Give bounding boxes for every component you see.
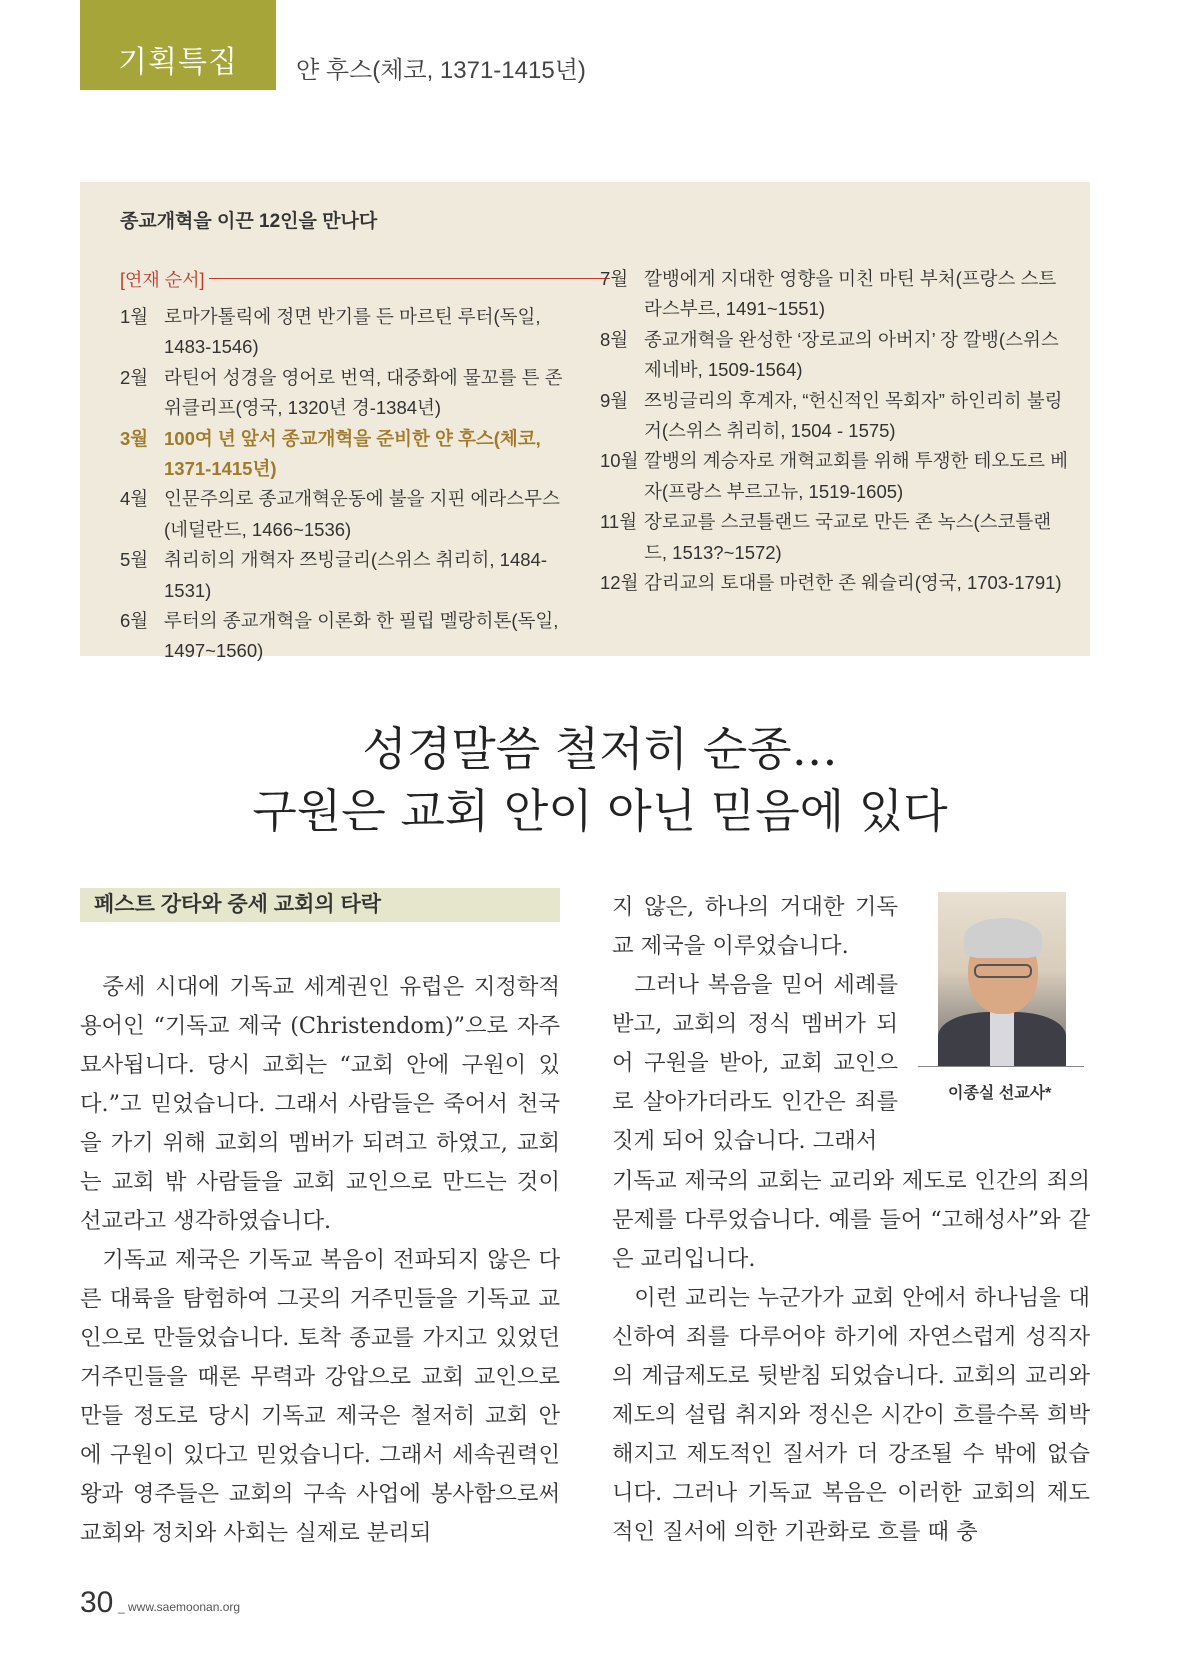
series-item bbox=[120, 302, 580, 363]
series-box bbox=[80, 182, 1090, 662]
series-text: 장로교를 스코틀랜드 국교로 만든 존 녹스(스코틀랜드, 1513?~1572) bbox=[644, 511, 1052, 563]
series-list-left bbox=[120, 266, 580, 667]
article-column-left bbox=[80, 968, 560, 1553]
series-item bbox=[600, 568, 1070, 598]
header-subtitle: 얀 후스(체코, 1371-1415년) bbox=[296, 57, 586, 84]
article-column-right-bottom bbox=[612, 1162, 1090, 1552]
page-number: 30 bbox=[80, 1586, 114, 1619]
series-text: 깔뱅에게 지대한 영향을 미친 마틴 부처(프랑스 스트라스부르, 1491~1551) bbox=[644, 268, 1057, 320]
series-text: 인문주의로 종교개혁운동에 불을 지핀 에라스무스(네덜란드, 1466~1536) bbox=[164, 488, 560, 540]
paragraph: 지 않은, 하나의 거대한 기독교 제국을 이루었습니다. bbox=[612, 894, 898, 959]
series-item bbox=[120, 545, 580, 606]
series-month: 10월 bbox=[600, 450, 639, 472]
series-month: 7월 bbox=[600, 268, 629, 289]
series-item bbox=[600, 264, 1070, 325]
series-month: 8월 bbox=[600, 328, 629, 350]
article-column-right-top bbox=[612, 888, 898, 1161]
site-url: _ www.saemoonan.org bbox=[118, 1600, 241, 1614]
series-item bbox=[600, 446, 1070, 507]
series-month: 9월 bbox=[600, 389, 629, 411]
series-text: 쯔빙글리의 후계자, “헌신적인 목회자” 하인리히 불링거(스위스 취리히, 1504 - 1575) bbox=[644, 389, 1063, 442]
series-month: 12월 bbox=[600, 572, 639, 594]
article-title bbox=[0, 718, 1200, 842]
series-item bbox=[600, 386, 1070, 447]
series-item bbox=[600, 507, 1070, 568]
paragraph: 기독교 제국은 기독교 복음이 전파되지 않은 다른 대륙을 탐험하여 그곳의 거주민들을 기독교 교인으로 만들었습니다. 토착 종교를 가지고 있었던 거주민들을 때론 무력과 강압으로 교회 교인으로 만들 정도로 당시 기독교 제국은 철저히 교회 안에 구원이 있다고 믿었습니다. 그래서 세속권력인 왕과 영주들은 교회의 구속 사업에 봉사함으로써 교회와 정치와 사회는 실제로 분리되 bbox=[80, 1247, 560, 1546]
paragraph: 이런 교리는 누군가가 교회 안에서 하나님을 대신하여 죄를 다루어야 하기에 자연스럽게 성직자의 계급제도로 뒷받침 되었습니다. 교회의 교리와 제도의 설립 취지와 정신은 시간이 흐를수록 희박해지고 제도적인 질서가 더 강조될 수 밖에 없습니다. 그러나 기독교 복음은 이러한 교회의 제도적인 질서에 의한 기관화로 흐를 때 충 bbox=[612, 1285, 1090, 1545]
paragraph: 그러나 복음을 믿어 세례를 받고, 교회의 정식 멤버가 되어 구원을 받아, 교회 교인으로 살아가더라도 인간은 죄를 짓게 되어 있습니다. 그래서 bbox=[612, 972, 898, 1154]
series-text: 감리교의 토대를 마련한 존 웨슬리(영국, 1703-1791) bbox=[644, 572, 1062, 594]
author-photo bbox=[938, 892, 1066, 1066]
series-item bbox=[120, 484, 580, 545]
series-text: 취리히의 개혁자 쯔빙글리(스위스 취리히, 1484-1531) bbox=[164, 549, 547, 601]
series-text: 루터의 종교개혁을 이론화 한 필립 멜랑히톤(독일, 1497~1560) bbox=[164, 610, 559, 662]
series-month: 5월 bbox=[120, 549, 149, 571]
series-heading: 종교개혁을 이끈 12인을 만나다 bbox=[120, 211, 378, 232]
article-title-line1: 성경말씀 철저히 순종… bbox=[362, 722, 838, 776]
series-label: [연재 순서] bbox=[120, 266, 209, 292]
paragraph: 중세 시대에 기독교 세계권인 유럽은 지정학적 용어인 “기독교 제국 (Christendom)”으로 자주 묘사됩니다. 당시 교회는 “교회 안에 구원이 있다.”고 믿었습니다. 그래서 사람들은 죽어서 천국을 가기 위해 교회의 멤버가 되려고 하였고, 교회는 교회 밖 사람들을 교회 교인으로 만드는 것이 선교라고 생각하였습니다. bbox=[80, 974, 560, 1234]
series-month: 4월 bbox=[120, 488, 149, 510]
section-subhead: 페스트 강타와 중세 교회의 타락 bbox=[80, 888, 560, 922]
caption-divider bbox=[918, 1066, 1084, 1067]
series-text: 100여 년 앞서 종교개혁을 준비한 얀 후스(체코, 1371-1415년) bbox=[164, 427, 541, 480]
section-tag: 기획특집 bbox=[80, 0, 276, 90]
series-text: 로마가톨릭에 정면 반기를 든 마르틴 루터(독일, 1483-1546) bbox=[164, 306, 541, 358]
series-month: 2월 bbox=[120, 366, 149, 388]
series-month: 6월 bbox=[120, 610, 149, 632]
series-month: 3월 bbox=[120, 427, 149, 449]
paragraph: 기독교 제국의 교회는 교리와 제도로 인간의 죄의 문제를 다루었습니다. 예를 들어 “고해성사”와 같은 교리입니다. bbox=[612, 1168, 1090, 1272]
series-item bbox=[600, 325, 1070, 386]
series-item bbox=[120, 606, 580, 667]
article-title-line2: 구원은 교회 안이 아닌 믿음에 있다 bbox=[252, 784, 948, 838]
series-item bbox=[120, 363, 580, 424]
series-month: 1월 bbox=[120, 306, 149, 327]
series-list-right bbox=[600, 264, 1070, 598]
series-text: 종교개혁을 완성한 ‘장로교의 아버지’ 장 깔뱅(스위스 제네바, 1509-1564) bbox=[644, 328, 1059, 381]
photo-caption: 이종실 선교사* bbox=[948, 1085, 1052, 1102]
series-item-current bbox=[120, 424, 580, 485]
series-text: 깔뱅의 계승자로 개혁교회를 위해 투쟁한 테오도르 베자(프랑스 부르고뉴, 1519-1605) bbox=[644, 450, 1069, 502]
series-text: 라틴어 성경을 영어로 번역, 대중화에 물꼬를 튼 존 위클리프(영국, 1320년 경-1384년) bbox=[164, 366, 563, 419]
series-month: 11월 bbox=[600, 511, 638, 533]
